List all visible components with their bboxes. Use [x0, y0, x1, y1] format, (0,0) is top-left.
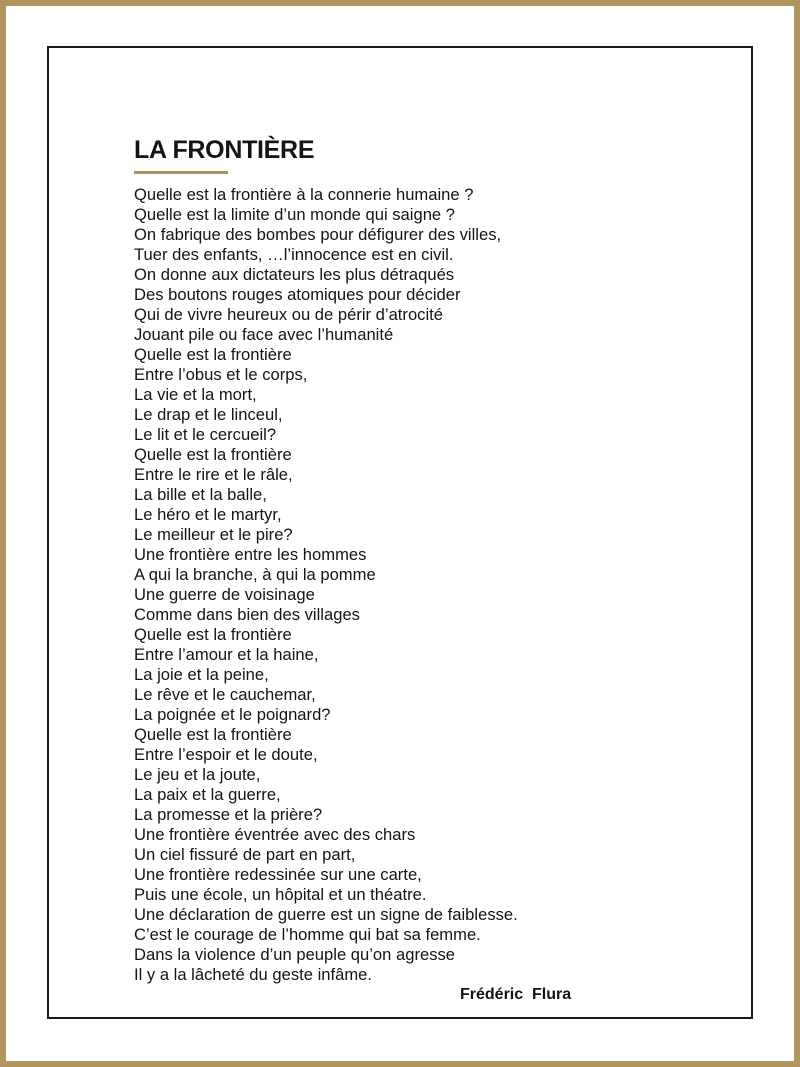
poem-line: Une frontière redessinée sur une carte,	[134, 865, 422, 884]
poem-line: Une guerre de voisinage	[134, 585, 315, 604]
poem-line: Il y a la lâcheté du geste infâme.	[134, 965, 372, 984]
title-underline	[134, 171, 228, 174]
poem-line: On fabrique des bombes pour défigurer des villes,	[134, 225, 502, 244]
poem-line: On donne aux dictateurs les plus détraqués	[134, 265, 455, 284]
poem-line: Quelle est la limite d’un monde qui saigne ?	[134, 205, 456, 224]
poem-line: Quelle est la frontière	[134, 345, 292, 364]
poem-line: Une frontière éventrée avec des chars	[134, 825, 416, 844]
poem-line: La promesse et la prière?	[134, 805, 323, 824]
poem-line: Quelle est la frontière	[134, 725, 292, 744]
poem-line: Le lit et le cercueil?	[134, 425, 277, 444]
poem-line: La paix et la guerre,	[134, 785, 281, 804]
poem-line: Entre l’obus et le corps,	[134, 365, 308, 384]
poem-line: A qui la branche, à qui la pomme	[134, 565, 376, 584]
poem-line: Un ciel fissuré de part en part,	[134, 845, 356, 864]
poem-line: Le meilleur et le pire?	[134, 525, 293, 544]
poem-line: Qui de vivre heureux ou de périr d’atrocité	[134, 305, 443, 324]
poem-line: C’est le courage de l’homme qui bat sa femme.	[134, 925, 481, 944]
poem-line: Entre l’espoir et le doute,	[134, 745, 318, 764]
poem-line: La vie et la mort,	[134, 385, 257, 404]
poem-line: Jouant pile ou face avec l’humanité	[134, 325, 394, 344]
poem-line: La joie et la peine,	[134, 665, 269, 684]
poem-line: Une frontière entre les hommes	[134, 545, 367, 564]
poem-line: Quelle est la frontière à la connerie humaine ?	[134, 185, 474, 204]
poem-line: Le héro et le martyr,	[134, 505, 282, 524]
poem-body	[134, 185, 518, 985]
poem-line: La bille et la balle,	[134, 485, 267, 504]
poem-author: Frédéric Flura	[460, 986, 572, 1003]
poem-line: Entre le rire et le râle,	[134, 465, 293, 484]
poem-line: Le drap et le linceul,	[134, 405, 283, 424]
poem-line: Puis une école, un hôpital et un théatre.	[134, 885, 427, 904]
poem-line: Dans la violence d’un peuple qu’on agresse	[134, 945, 456, 964]
poem-line: Une déclaration de guerre est un signe de faiblesse.	[134, 905, 518, 924]
poem-line: Quelle est la frontière	[134, 445, 292, 464]
poem-line: Comme dans bien des villages	[134, 605, 360, 624]
poem-line: Quelle est la frontière	[134, 625, 292, 644]
poem-line: La poignée et le poignard?	[134, 705, 331, 724]
poem-line: Tuer des enfants, …l’innocence est en civil.	[134, 245, 454, 264]
poem-line: Des boutons rouges atomiques pour décider	[134, 285, 461, 304]
poem-line: Le rêve et le cauchemar,	[134, 685, 316, 704]
poem-title: LA FRONTIÈRE	[134, 136, 315, 164]
poem-line: Entre l’amour et la haine,	[134, 645, 319, 664]
poem-line: Le jeu et la joute,	[134, 765, 261, 784]
